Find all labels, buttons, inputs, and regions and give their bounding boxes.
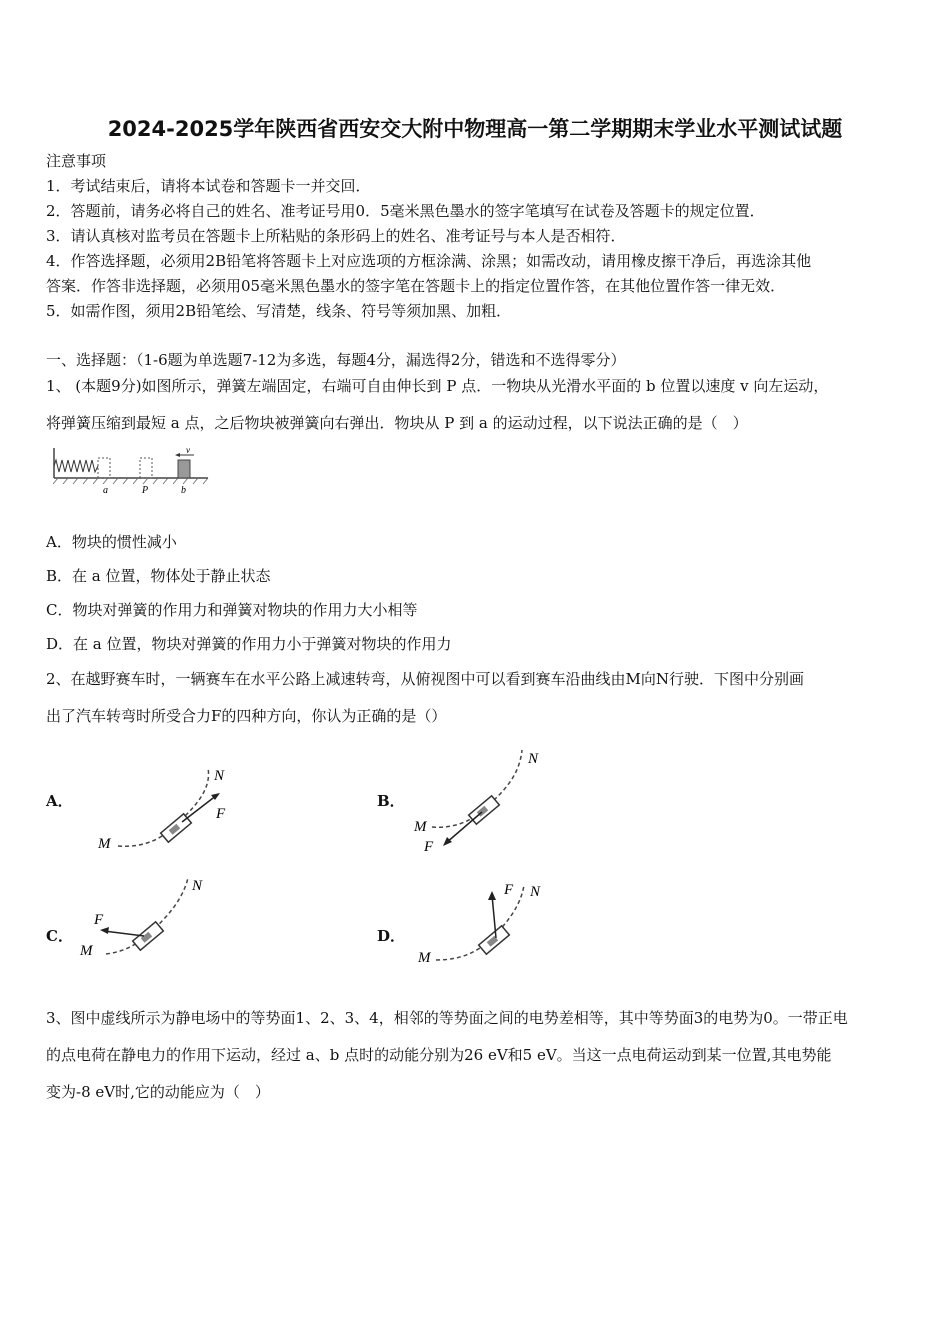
label-F: F [504, 882, 514, 898]
notice-item: 答案．作答非选择题，必须用05毫米黑色墨水的签字笔在答题卡上的指定位置作答，在其他位置作答一律无效． [46, 277, 786, 295]
label-F: F [94, 912, 104, 928]
q3-stem-line3: 变为-8 eV时,它的动能应为（ ） [46, 1083, 270, 1101]
q2-stem-line1: 2、在越野赛车时，一辆赛车在水平公路上减速转弯，从俯视图中可以看到赛车沿曲线由M向N行驶．下图中分别画 [46, 670, 805, 688]
page-title: 2024-2025学年陕西省西安交大附中物理高一第二学期期末学业水平测试试题 [107, 117, 843, 141]
car-figure-d [416, 870, 566, 970]
notice-item: 3．请认真核对监考员在答题卡上所粘贴的条形码上的姓名、准考证号与本人是否相符． [46, 227, 626, 245]
notice-item: 4．作答选择题，必须用2B铅笔将答题卡上对应选项的方框涂满、涂黑；如需改动，请用橡皮擦干净后，再选涂其他 [46, 252, 812, 270]
block [178, 460, 190, 478]
label-N: N [192, 878, 203, 894]
q3-stem-line2: 的点电荷在静电力的作用下运动，经过 a、b 点时的动能分别为26 eV和5 eV。当这一点电荷运动到某一位置,其电势能 [46, 1046, 832, 1064]
q2-option-b: B． [377, 792, 405, 810]
q2-option-a: A． [46, 792, 73, 810]
q2-option-d: D． [377, 927, 406, 945]
q1-stem-line1: 1、 (本题9分)如图所示，弹簧左端固定，右端可自由伸长到 P 点．一物块从光滑水平面的 b 位置以速度 v 向左运动， [46, 377, 829, 395]
car-figure-a [96, 760, 246, 855]
label-a: a [103, 485, 108, 496]
q1-stem-line2: 将弹簧压缩到最短 a 点，之后物块被弹簧向右弹出．物块从 P 到 a 的运动过程，以下说法正确的是（ ） [46, 414, 748, 432]
spring-figure [46, 446, 216, 498]
q1-option-a: A．物块的惯性减小 [46, 533, 177, 551]
label-N: N [214, 768, 225, 784]
q3-stem-line1: 3、图中虚线所示为静电场中的等势面1、2、3、4，相邻的等势面之间的电势差相等，其中等势面3的电势为0。一带正电 [46, 1009, 848, 1027]
label-N: N [530, 884, 541, 900]
label-M: M [414, 819, 427, 835]
notice-item: 2．答题前，请务必将自己的姓名、准考证号用0．5毫米黑色墨水的签字笔填写在试卷及答题卡的规定位置． [46, 202, 765, 220]
label-M: M [418, 950, 431, 966]
label-v: v [186, 446, 190, 455]
notice-item: 1．考试结束后，请将本试卷和答题卡一并交回． [46, 177, 371, 195]
q2-stem-line2: 出了汽车转弯时所受合力F的四种方向，你认为正确的是（） [46, 707, 447, 725]
car-figure-b [412, 745, 562, 855]
label-M: M [98, 836, 111, 852]
label-M: M [80, 943, 93, 959]
notice-heading: 注意事项 [46, 152, 107, 170]
label-b: b [181, 485, 186, 496]
q1-option-b: B．在 a 位置，物体处于静止状态 [46, 567, 271, 585]
label-F: F [216, 806, 226, 822]
q1-option-d: D．在 a 位置，物块对弹簧的作用力小于弹簧对物块的作用力 [46, 635, 452, 653]
car-figure-c [78, 870, 228, 965]
section-heading: 一、选择题：（1-6题为单选题7-12为多选，每题4分，漏选得2分，错选和不选得零分） [46, 351, 626, 369]
notice-item: 5．如需作图，须用2B铅笔绘、写清楚，线条、符号等须加黑、加粗． [46, 302, 512, 320]
label-P: P [142, 485, 149, 496]
label-F: F [424, 839, 434, 855]
q2-option-c: C． [46, 927, 73, 945]
label-N: N [528, 751, 539, 767]
q1-option-c: C．物块对弹簧的作用力和弹簧对物块的作用力大小相等 [46, 601, 418, 619]
spring [54, 460, 98, 472]
